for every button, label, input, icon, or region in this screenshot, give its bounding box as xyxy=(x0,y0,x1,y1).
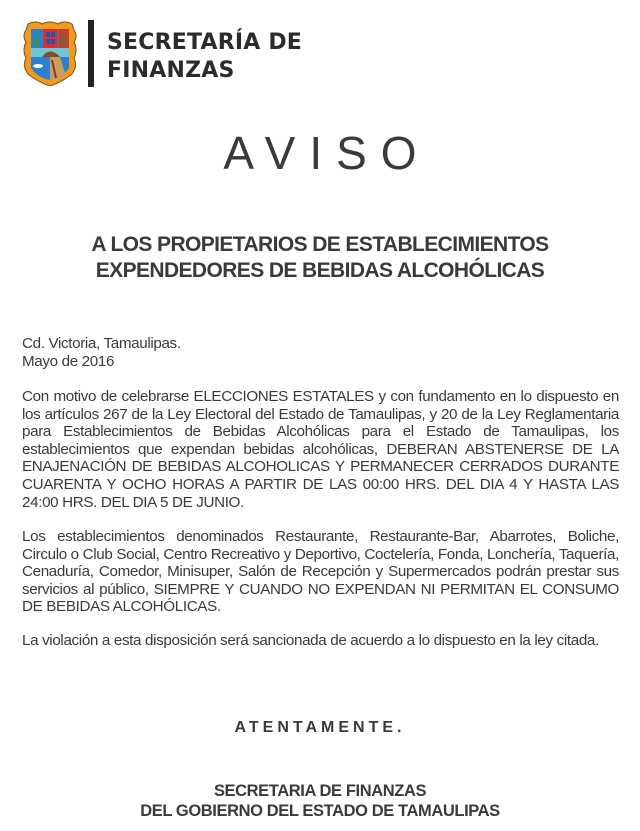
paragraph-text: Los establecimientos denominados Restaurante, Restaurante-Bar, Abarrotes, Boliche, Circulo o Club Social, Centro Recreativo y Deportivo, Coctelería, Fonda, Lonchería, Taquería, Cenaduría, Comedor, Minisuper, Salón de Recepción y Supermercados podrán prestar sus servicios al público, SIEMPRE Y CUANDO NO EXPENDAN NI PERMITAN EL CONSUMO DE BEBIDAS ALCOHÓLICAS. xyxy=(22,528,619,616)
subtitle-line-1: A LOS PROPIETARIOS DE ESTABLECIMIENTOS xyxy=(91,233,549,256)
paragraph-text: Con motivo de celebrarse ELECCIONES ESTATALES y con fundamento en lo dispuesto en los artículos 267 de la Ley Electoral del Estado de Tamaulipas, y 20 de la Ley Reglamentaria para Establecimientos de Bebidas Alcohólicas para el Estado de Tamaulipas, los establecimientos que expendan bebidas alcohólicas, DEBERAN ABSTENERSE DE LA ENAJENACIÓN DE BEBIDAS ALCOHOLICAS Y PERMANECER CERRADOS DURANTE CUARENTA Y OCHO HORAS A PARTIR DE LAS 00:00 HRS. DEL DIA 4 Y HASTA LAS 24:00 HRS. DEL DIA 5 DE JUNIO. xyxy=(22,388,619,511)
notice-title: AVISO xyxy=(223,127,431,179)
org-line-2: FINANZAS xyxy=(107,58,235,83)
organization-name xyxy=(107,29,302,85)
signature-line-2: DEL GOBIERNO DEL ESTADO DE TAMAULIPAS xyxy=(140,802,500,820)
signature-block xyxy=(0,781,640,821)
notice-subtitle xyxy=(0,232,640,284)
subtitle-line-2: EXPENDEDORES DE BEBIDAS ALCOHÓLICAS xyxy=(95,259,545,282)
paragraph-1 xyxy=(22,388,619,511)
header-divider xyxy=(88,20,94,87)
paragraph-text: La violación a esta disposición será sancionada de acuerdo a lo dispuesto en la ley citada. xyxy=(22,632,599,649)
closing: ATENTAMENTE. xyxy=(234,719,406,736)
tamaulipas-coat-of-arms-logo xyxy=(22,20,78,86)
date: Mayo de 2016 xyxy=(22,352,115,370)
paragraph-3 xyxy=(22,632,619,650)
place-date xyxy=(22,335,619,370)
place: Cd. Victoria, Tamaulipas. xyxy=(22,335,181,352)
paragraph-2 xyxy=(22,528,619,616)
signature-line-1: SECRETARIA DE FINANZAS xyxy=(213,782,427,800)
org-line-1: SECRETARÍA DE xyxy=(107,30,303,55)
